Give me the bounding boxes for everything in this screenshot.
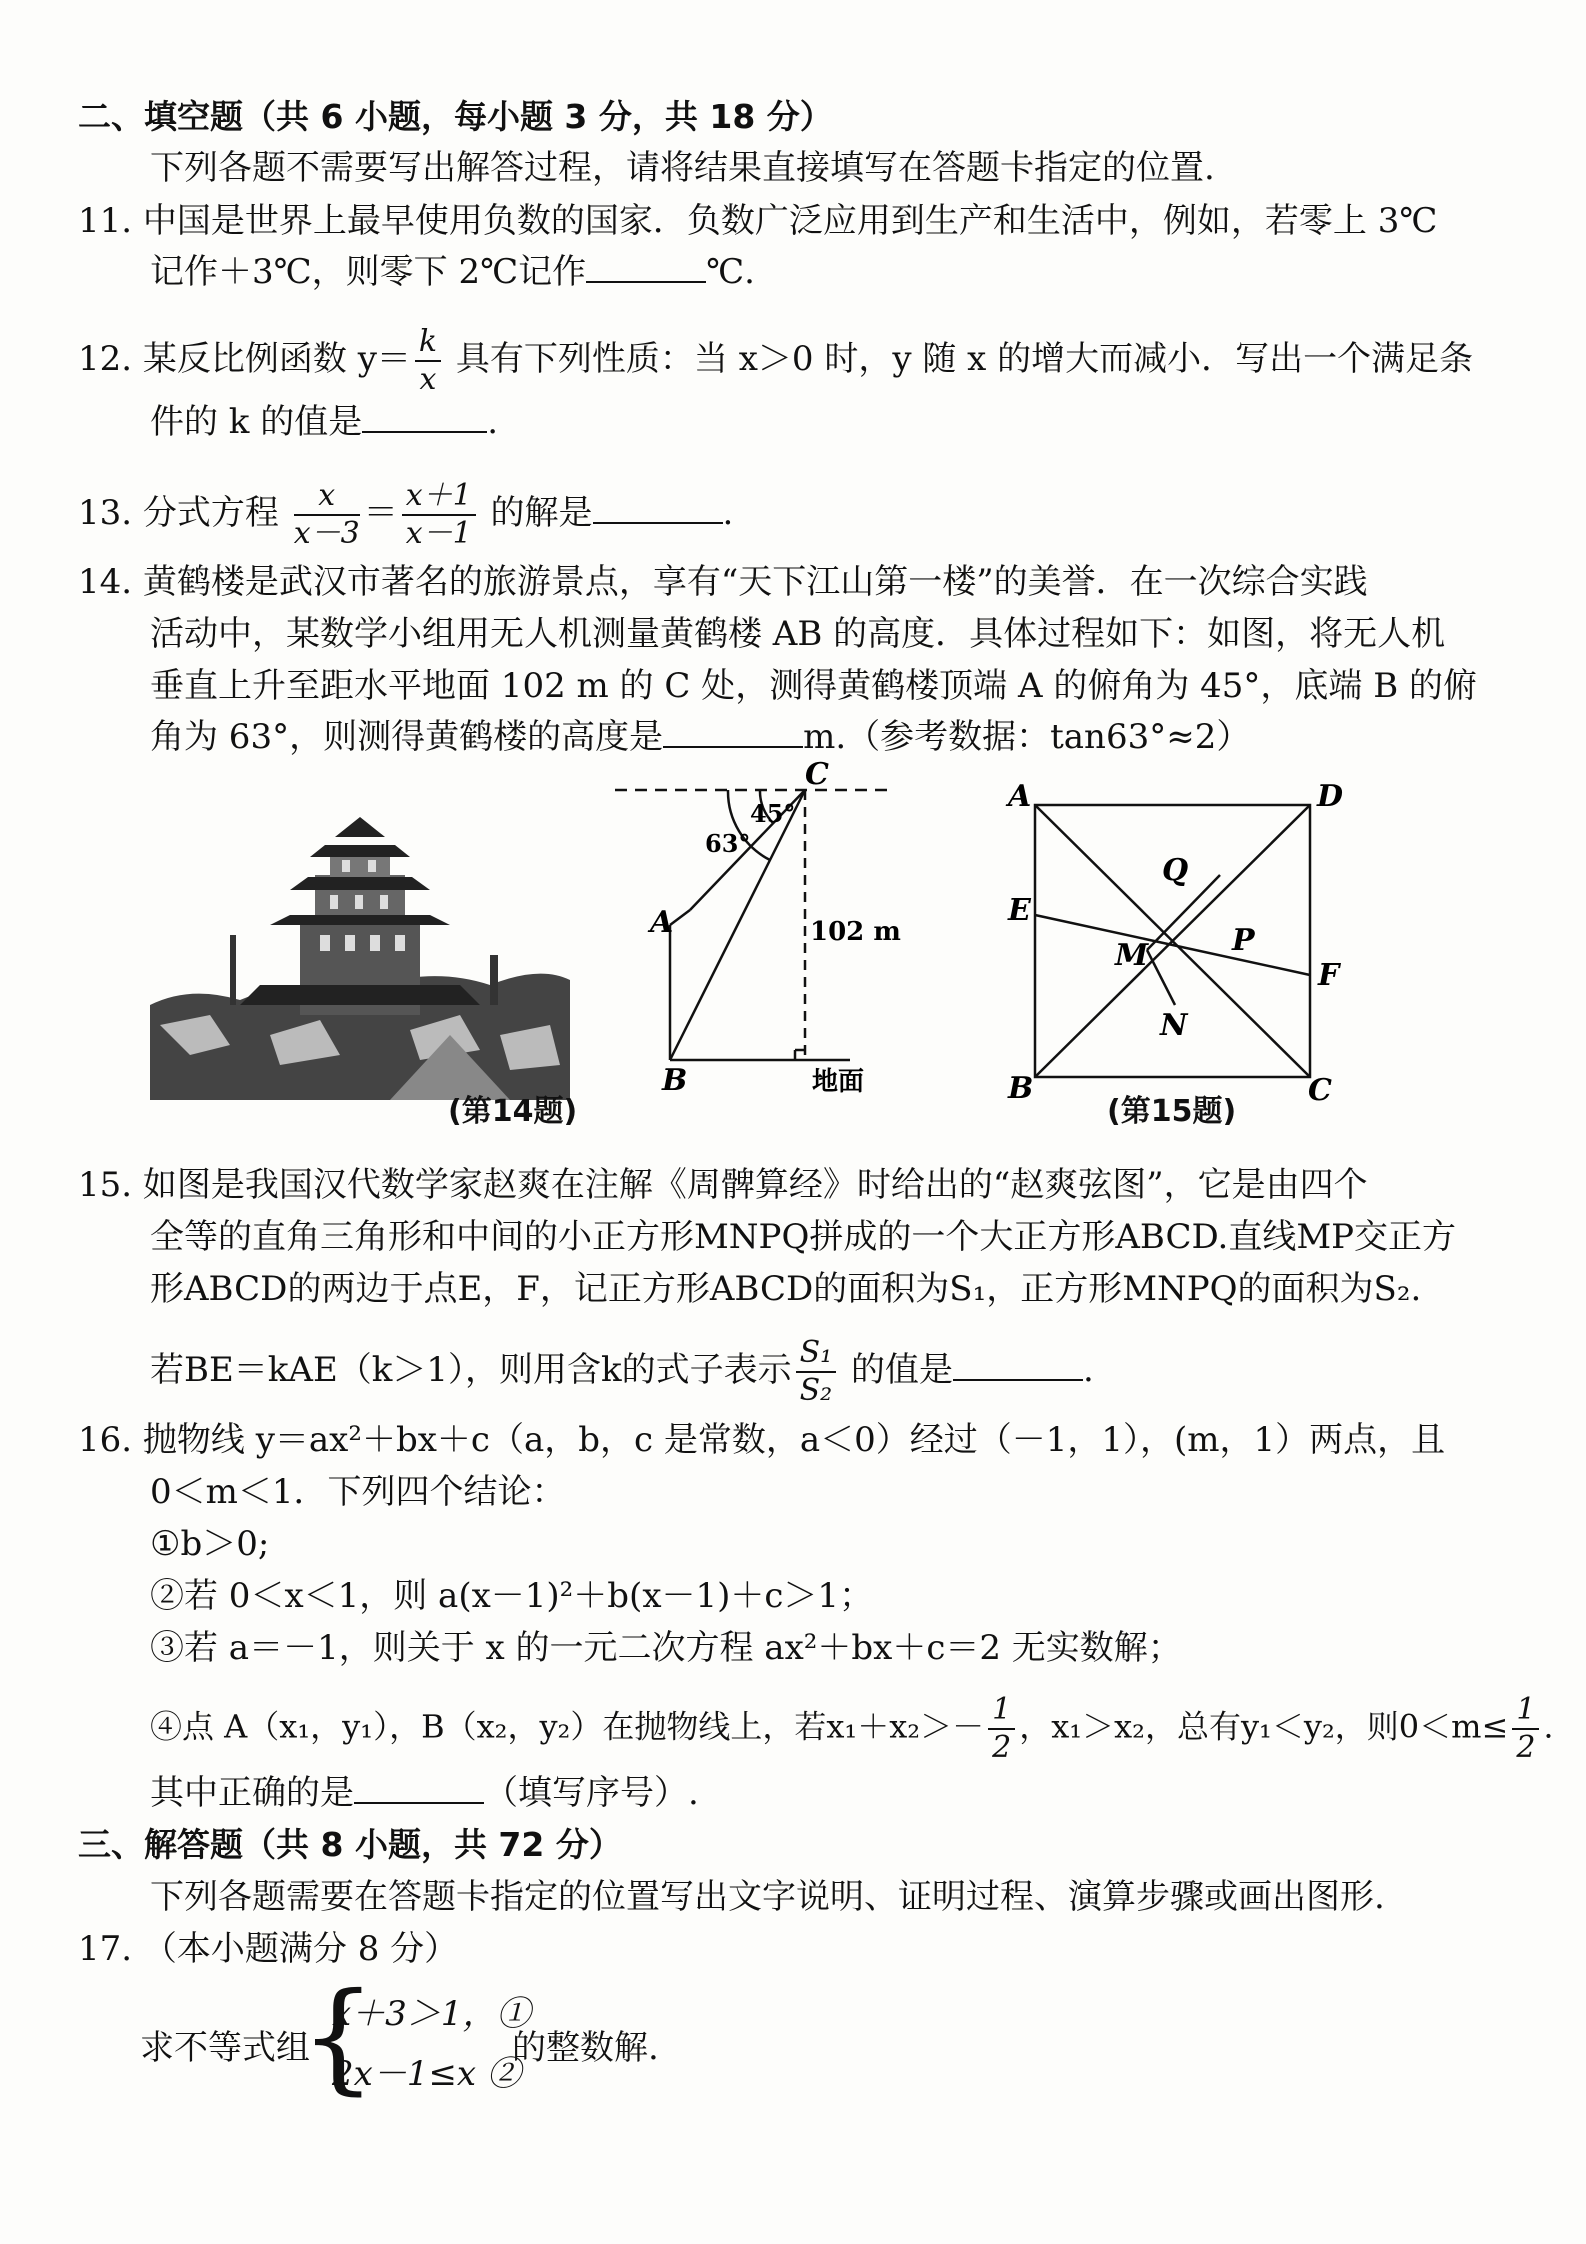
fraction-k-over-x: [415, 324, 441, 398]
question-14: [78, 560, 1368, 604]
question-15-line4: [150, 1335, 1094, 1409]
q15-line4-pre: 若BE＝kAE（k＞1），则用含k的式子表示: [150, 1350, 792, 1390]
label-C: C: [805, 760, 829, 792]
question-number: 16.: [78, 1420, 133, 1460]
q11-line1: 中国是世界上最早使用负数的国家．负数广泛应用到生产和生活中，例如，若零上 3℃: [142, 201, 1438, 241]
figure-14-diagram: [610, 760, 910, 1100]
q13-post: 的解是: [479, 493, 593, 533]
figure-15-diagram: [1000, 770, 1360, 1105]
question-12-line2: [150, 400, 498, 444]
fraction-left: [294, 478, 360, 552]
fraction-right: [402, 478, 476, 552]
height-label: 102 m: [810, 917, 901, 947]
q16-ans-post: （填写序号）.: [484, 1773, 699, 1813]
q14-line3: 垂直上升至距水平地面 102 m 的 C 处，测得黄鹤楼顶端 A 的俯角为 45°，底端 B 的俯: [150, 666, 1478, 706]
q17-post: 的整数解.: [512, 2028, 659, 2068]
label-B: B: [1008, 1071, 1034, 1105]
q13-pre: 分式方程: [142, 493, 279, 533]
question-number: 14.: [78, 562, 133, 602]
fraction-one-half: [1512, 1692, 1539, 1766]
question-number: 15.: [78, 1165, 133, 1205]
label-Q: Q: [1162, 853, 1189, 888]
q13-end: .: [722, 493, 734, 533]
q14-line1: 黄鹤楼是武汉市著名的旅游景点，享有“天下江山第一楼”的美誉．在一次综合实践: [142, 562, 1368, 602]
q14-line4-post: m.（参考数据：tan63°≈2）: [803, 717, 1251, 757]
q15-line1: 如图是我国汉代数学家赵爽在注解《周髀算经》时给出的“赵爽弦图”，它是由四个: [142, 1165, 1368, 1205]
q17-head: （本小题满分 8 分）: [142, 1929, 459, 1969]
question-11: [78, 199, 1437, 243]
q11-line2-post: ℃.: [706, 252, 755, 292]
answer-blank[interactable]: [663, 716, 803, 748]
question-11-line2: [150, 250, 755, 294]
answer-blank[interactable]: [593, 492, 723, 524]
q12-post: 具有下列性质：当 x＞0 时，y 随 x 的增大而减小．写出一个满足条: [445, 339, 1474, 379]
inequality-1: x＋3＞1，①: [332, 1994, 531, 2034]
question-14-line4: [150, 715, 1250, 759]
section-2-title: 二、填空题（共 6 小题，每小题 3 分，共 18 分）: [78, 97, 833, 136]
q12-line2-pre: 件的 k 的值是: [150, 402, 363, 442]
figure-14-caption: (第14题): [448, 1094, 578, 1129]
label-D: D: [1317, 779, 1344, 814]
fraction-one-half: [988, 1692, 1015, 1766]
question-15: [78, 1163, 1368, 1207]
figure-15-caption: (第15题): [1107, 1094, 1237, 1129]
section-3-instruction: 下列各题需要在答题卡指定的位置写出文字说明、证明过程、演算步骤或画出图形.: [150, 1877, 1385, 1917]
fraction-S1-over-S2: [796, 1335, 837, 1409]
label-C: C: [1308, 1073, 1332, 1105]
q16-answer-line: [150, 1771, 699, 1815]
label-F: F: [1318, 958, 1340, 993]
q16-conclusion-2: ②若 0＜x＜1，则 a(x－1)²＋b(x－1)＋c＞1；: [150, 1576, 874, 1616]
label-P: P: [1232, 923, 1255, 958]
numerator: x: [294, 478, 360, 516]
q17-prompt: 求不等式组: [140, 2028, 310, 2068]
section-2-instruction: 下列各题不需要写出解答过程，请将结果直接填写在答题卡指定的位置.: [150, 148, 1215, 188]
answer-blank[interactable]: [354, 1772, 484, 1804]
numerator: S₁: [796, 1335, 837, 1373]
q14-line4-pre: 角为 63°，则测得黄鹤楼的高度是: [150, 717, 664, 757]
label-M: M: [1115, 938, 1149, 973]
question-12: [78, 324, 1473, 398]
q16-conclusion-4: [150, 1692, 1554, 1766]
numerator: k: [415, 324, 441, 362]
answer-blank[interactable]: [586, 251, 706, 283]
q16-c4-post: .: [1543, 1707, 1554, 1746]
q16-ans-pre: 其中正确的是: [150, 1773, 354, 1813]
q15-line4-mid: 的值是: [840, 1350, 954, 1390]
numerator: x＋1: [402, 478, 476, 516]
question-16: [78, 1418, 1445, 1462]
q16-line1: 抛物线 y＝ax²＋bx＋c（a，b，c 是常数，a＜0）经过（－1，1），(m，1）两点，且: [142, 1420, 1446, 1460]
label-B: B: [662, 1063, 688, 1098]
question-number: 13.: [78, 493, 133, 533]
q14-line2: 活动中，某数学小组用无人机测量黄鹤楼 AB 的高度．具体过程如下：如图，将无人机: [150, 614, 1446, 654]
question-17: [78, 1927, 458, 1971]
numerator: 1: [988, 1692, 1015, 1730]
q15-line3: 形ABCD的两边于点E，F，记正方形ABCD的面积为S₁，正方形MNPQ的面积为S₂.: [150, 1269, 1422, 1309]
label-A: A: [650, 905, 674, 940]
denominator: S₂: [799, 1373, 833, 1408]
inequality-2: 2x－1≤x ②: [332, 2054, 521, 2094]
q11-line2-pre: 记作＋3℃，则零下 2℃记作: [150, 252, 587, 292]
equals-sign: ＝: [363, 493, 398, 533]
q12-pre: 某反比例函数 y＝: [142, 339, 411, 379]
ground-label: 地面: [812, 1067, 865, 1097]
q16-c4-mid: ，x₁＞x₂，总有y₁＜y₂，则0＜m≤: [1019, 1707, 1509, 1746]
q15-line4-post: .: [1083, 1350, 1094, 1390]
label-N: N: [1160, 1008, 1188, 1043]
section-3-title: 三、解答题（共 8 小题，共 72 分）: [78, 1825, 622, 1864]
left-brace: {: [300, 1968, 377, 2107]
q15-line2: 全等的直角三角形和中间的小正方形MNPQ拼成的一个大正方形ABCD.直线MP交正方: [150, 1217, 1457, 1257]
denominator: 2: [992, 1730, 1012, 1765]
label-A: A: [1008, 779, 1032, 814]
label-E: E: [1008, 893, 1031, 928]
answer-blank[interactable]: [953, 1349, 1083, 1381]
q16-conclusion-1: ①b＞0;: [150, 1524, 270, 1564]
answer-blank[interactable]: [362, 401, 487, 433]
numerator: 1: [1512, 1692, 1539, 1730]
q16-conclusion-3: ③若 a＝－1，则关于 x 的一元二次方程 ax²＋bx＋c＝2 无实数解；: [150, 1628, 1182, 1668]
angle-45-label: 45°: [750, 799, 796, 828]
question-number: 12.: [78, 339, 133, 379]
denominator: 2: [1516, 1730, 1536, 1765]
q16-line2: 0＜m＜1．下列四个结论：: [150, 1472, 566, 1512]
question-13: [78, 478, 733, 552]
q12-line2-post: .: [487, 402, 499, 442]
denominator: x－3: [293, 516, 360, 551]
denominator: x－1: [405, 516, 472, 551]
question-number: 17.: [78, 1929, 133, 1969]
denominator: x: [419, 362, 437, 397]
question-number: 11.: [78, 201, 133, 241]
yellow-crane-tower-photo: [150, 815, 570, 1100]
q16-c4-pre: ④点 A（x₁，y₁），B（x₂，y₂）在抛物线上，若x₁＋x₂＞－: [150, 1707, 985, 1746]
angle-63-label: 63°: [705, 829, 751, 858]
segment-MN: [1147, 950, 1175, 1005]
